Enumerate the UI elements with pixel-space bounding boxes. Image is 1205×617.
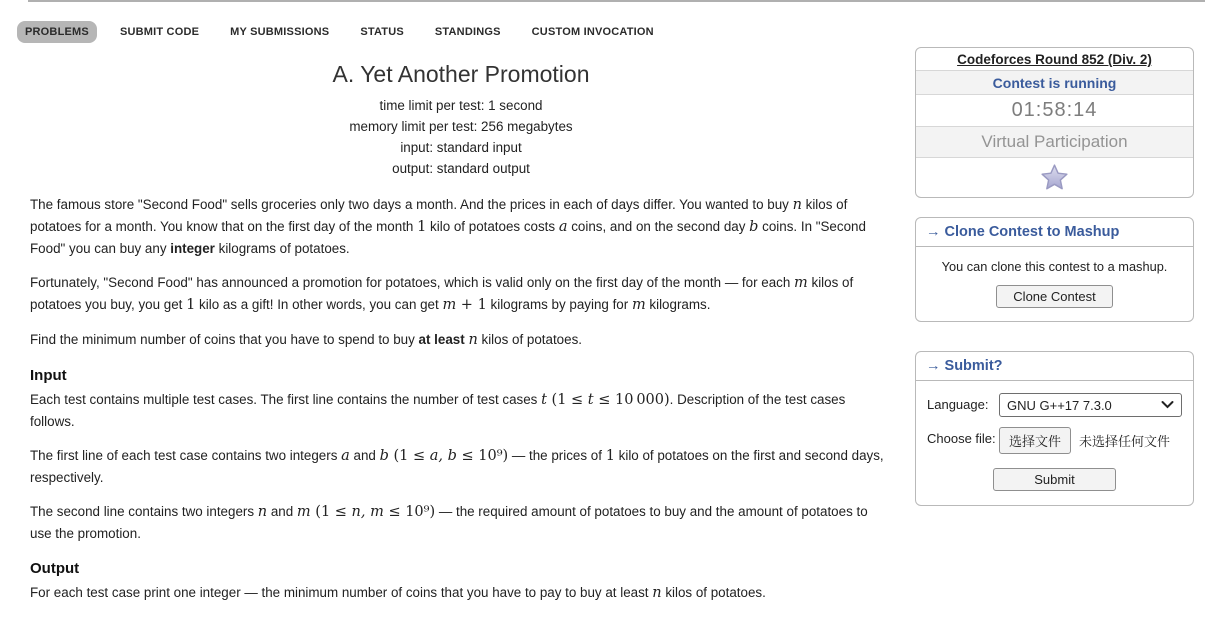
clone-contest-button[interactable]: Clone Contest bbox=[996, 285, 1112, 308]
language-selected-value: GNU G++17 7.3.0 bbox=[1007, 397, 1112, 413]
tab-standings[interactable]: STANDINGS bbox=[434, 26, 501, 38]
tab-status[interactable]: STATUS bbox=[360, 26, 404, 38]
choose-file-label: Choose file: bbox=[927, 431, 996, 446]
submit-row bbox=[927, 468, 1182, 491]
language-select[interactable] bbox=[999, 393, 1182, 417]
file-input bbox=[999, 427, 1170, 454]
contest-title-row bbox=[916, 48, 1193, 70]
problem-statement bbox=[30, 60, 892, 617]
submit-form bbox=[916, 381, 1193, 505]
tab-custom-invocation[interactable]: CUSTOM INVOCATION bbox=[531, 26, 654, 38]
tab-problems[interactable]: PROBLEMS bbox=[17, 21, 97, 43]
browse-file-button[interactable]: 选择文件 bbox=[999, 427, 1071, 454]
chevron-down-icon bbox=[1161, 401, 1174, 409]
problem-limits bbox=[30, 95, 892, 179]
sidebar bbox=[915, 47, 1194, 506]
contest-info-box bbox=[915, 47, 1194, 198]
input-section-header: Input bbox=[30, 367, 67, 384]
file-row bbox=[927, 427, 1182, 454]
contest-status: Contest is running bbox=[916, 70, 1193, 95]
language-row bbox=[927, 393, 1182, 417]
top-divider bbox=[28, 0, 1205, 2]
statement-paragraph: Fortunately, "Second Food" has announced a promotion for potatoes, which is valid only on the first day of the month — for each m kilos of potatoes you buy, you get 1 kilo as a gift! In other words, you can get m + 1 kilograms by paying for m kilograms. bbox=[30, 275, 854, 313]
statement-paragraph: The famous store "Second Food" sells groceries only two days a month. And the prices in each of days differ. You wanted to buy n kilos of potatoes for a month. You know that on the first day of the month 1 kilo of potatoes costs a coins, and on the second day b coins. In "Second Food" you can buy any integer kilograms of potatoes. bbox=[30, 197, 866, 256]
statement-body bbox=[30, 194, 892, 351]
submit-box-header[interactable]: → Submit? bbox=[916, 352, 1193, 381]
input-paragraph: The second line contains two integers n and m (1 ≤ n, m ≤ 10⁹) — the required amount of potatoes to buy and the amount of potatoes to use the promotion. bbox=[30, 504, 868, 541]
language-label: Language: bbox=[927, 397, 989, 412]
tab-my-submissions[interactable]: MY SUBMISSIONS bbox=[230, 26, 330, 38]
contest-tabs bbox=[17, 21, 662, 43]
input-section-body bbox=[30, 389, 892, 544]
tab-submit-code[interactable]: SUBMIT CODE bbox=[119, 26, 200, 38]
submit-button[interactable]: Submit bbox=[993, 468, 1115, 491]
statement-paragraph: Find the minimum number of coins that you have to spend to buy at least n kilos of potatoes. bbox=[30, 332, 582, 348]
contest-timer: 01:58:14 bbox=[1011, 99, 1098, 121]
problem-title: A. Yet Another Promotion bbox=[332, 61, 590, 87]
output-paragraph: For each test case print one integer — the minimum number of coins that you have to pay to buy at least n kilos of potatoes. bbox=[30, 585, 766, 601]
clone-box-body bbox=[916, 247, 1193, 321]
star-icon[interactable] bbox=[1041, 164, 1068, 190]
clone-text: You can clone this contest to a mashup. bbox=[941, 259, 1168, 274]
star-row bbox=[916, 158, 1193, 197]
output-section-body bbox=[30, 582, 892, 604]
submit-box bbox=[915, 351, 1194, 506]
clone-contest-box bbox=[915, 217, 1194, 322]
participation-mode: Virtual Participation bbox=[916, 126, 1193, 158]
input-paragraph: The first line of each test case contains two integers a and b (1 ≤ a, b ≤ 10⁹) — the prices of 1 kilo of potatoes on the first and second days, respectively. bbox=[30, 448, 884, 485]
output-spec: output: standard output bbox=[392, 161, 530, 176]
input-paragraph: Each test contains multiple test cases. The first line contains the number of test cases t (1 ≤ t ≤ 10 000). Description of the test cases follows. bbox=[30, 392, 846, 429]
contest-link[interactable]: Codeforces Round 852 (Div. 2) bbox=[957, 52, 1152, 67]
output-section-header: Output bbox=[30, 560, 80, 577]
time-limit: time limit per test: 1 second bbox=[379, 98, 543, 113]
clone-box-header[interactable]: → Clone Contest to Mashup bbox=[916, 218, 1193, 247]
file-status-text: 未选择任何文件 bbox=[1079, 434, 1171, 449]
input-spec: input: standard input bbox=[400, 140, 522, 155]
memory-limit: memory limit per test: 256 megabytes bbox=[349, 119, 573, 134]
